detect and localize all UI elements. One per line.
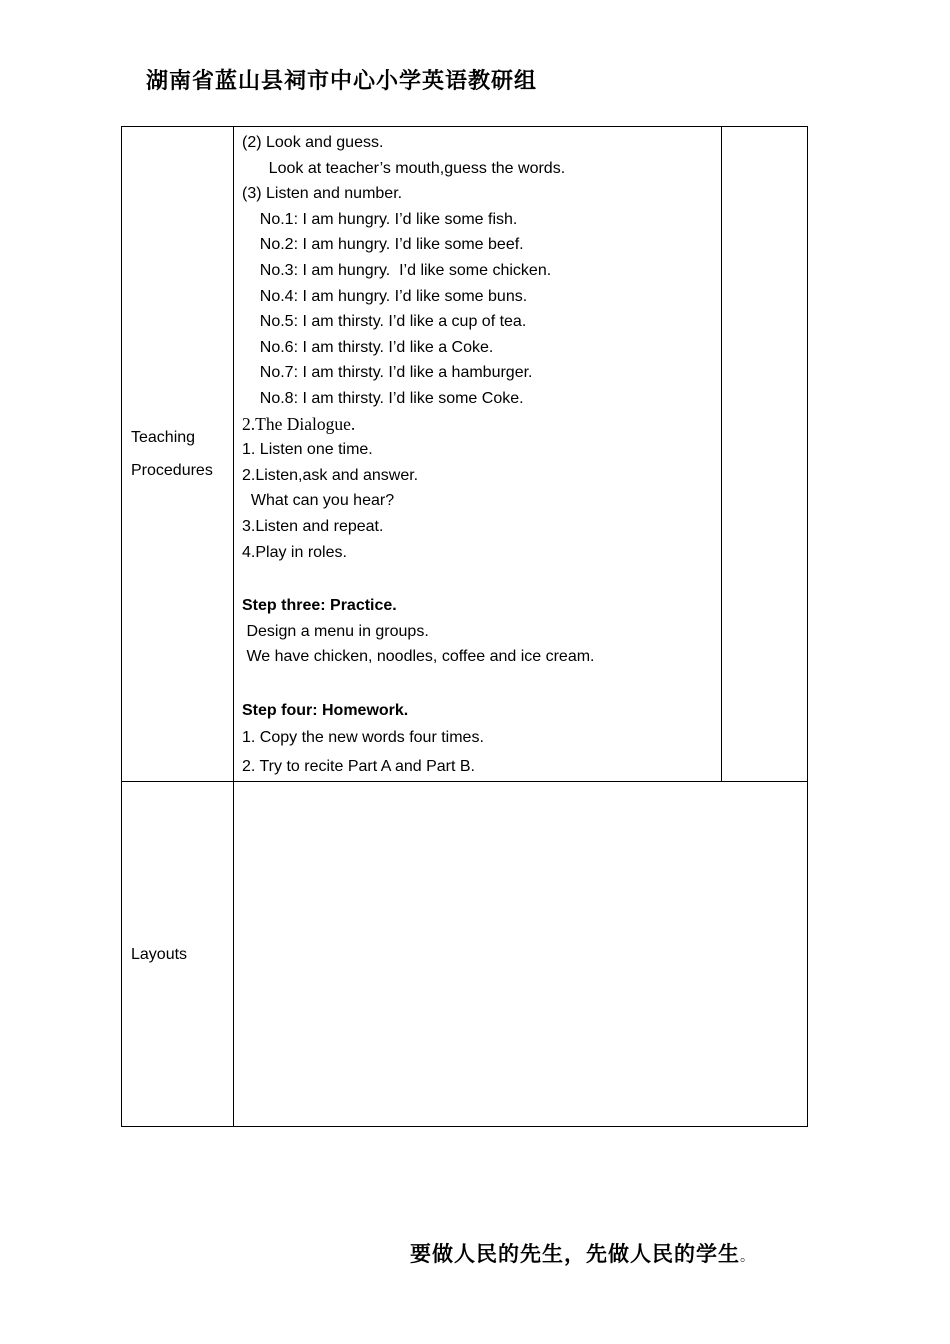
- blank-line: [242, 670, 721, 698]
- blank-line: [242, 565, 721, 593]
- procedure-line: No.1: I am hungry. I’d like some fish.: [242, 210, 518, 228]
- procedure-line: No.2: I am hungry. I’d like some beef.: [242, 236, 524, 254]
- procedure-line: No.8: I am thirsty. I’d like some Coke.: [242, 389, 524, 407]
- procedures-notes-cell: [722, 127, 808, 782]
- procedure-line: (2) Look and guess.: [242, 134, 384, 151]
- lesson-plan-table: [121, 126, 808, 1127]
- procedure-line: (3) Listen and number.: [242, 185, 403, 203]
- step-four-heading: Step four: Homework.: [242, 701, 409, 719]
- procedure-line: 4.Play in roles.: [242, 543, 347, 561]
- procedures-row: [122, 127, 808, 782]
- procedure-line: 3.Listen and repeat.: [242, 517, 384, 535]
- layouts-row: [122, 782, 808, 1127]
- section-heading-dialogue: 2.The Dialogue.: [242, 413, 356, 434]
- procedure-line: We have chicken, noodles, coffee and ice cream.: [242, 648, 595, 666]
- procedures-content-cell: [234, 127, 722, 782]
- footer-motto-text: 要做人民的先生，先做人民的学生: [410, 1241, 740, 1266]
- procedure-line: Design a menu in groups.: [242, 622, 429, 640]
- procedure-line: No.4: I am hungry. I’d like some buns.: [242, 287, 528, 305]
- procedure-line: What can you hear?: [242, 492, 395, 510]
- procedures-label-line-1: Teaching: [131, 429, 196, 447]
- procedure-line: 1. Copy the new words four times.: [242, 729, 484, 747]
- procedure-line: No.5: I am thirsty. I’d like a cup of tea.: [242, 313, 527, 331]
- page-header-title: 湖南省蓝山县祠市中心小学英语教研组: [146, 68, 538, 94]
- procedure-line: No.7: I am thirsty. I’d like a hamburger.: [242, 364, 533, 382]
- footer-motto: [410, 1238, 755, 1268]
- procedures-label-cell: [122, 127, 234, 782]
- procedure-line: 1. Listen one time.: [242, 441, 373, 459]
- procedure-line: No.6: I am thirsty. I’d like a Coke.: [242, 338, 494, 356]
- procedure-line: 2. Try to recite Part A and Part B.: [242, 758, 475, 776]
- procedure-line: 2.Listen,ask and answer.: [242, 466, 419, 484]
- procedure-line: No.3: I am hungry. I’d like some chicken.: [242, 261, 552, 279]
- footer-end-mark: 。: [740, 1249, 755, 1265]
- layouts-content-cell: [234, 782, 808, 1127]
- layouts-label-cell: Layouts: [122, 782, 234, 1127]
- step-three-heading: Step three: Practice.: [242, 597, 397, 615]
- procedures-label-line-2: Procedures: [131, 462, 213, 480]
- procedure-line: Look at teacher’s mouth,guess the words.: [242, 159, 566, 177]
